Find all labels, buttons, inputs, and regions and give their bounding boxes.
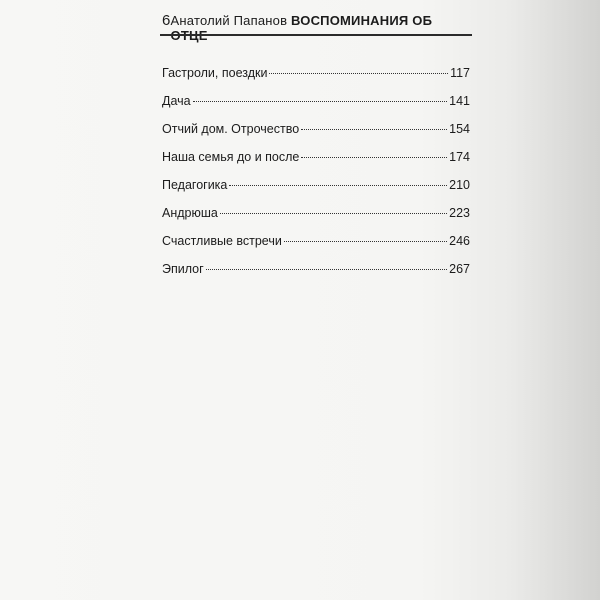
toc-entry-page: 154	[449, 122, 470, 136]
author-name: Анатолий Папанов	[170, 13, 288, 28]
toc-entry-title: Дача	[162, 94, 191, 108]
toc-entry-title: Эпилог	[162, 262, 204, 276]
toc-entry-page: 141	[449, 94, 470, 108]
book-title: ВОСПОМИНАНИЯ ОБ	[291, 13, 433, 28]
dot-leader	[284, 241, 447, 242]
dot-leader	[220, 213, 447, 214]
toc-entry	[162, 66, 470, 94]
toc-entry	[162, 94, 470, 122]
toc-entry	[162, 234, 470, 262]
running-header	[162, 12, 470, 43]
toc-entry-title: Наша семья до и после	[162, 150, 300, 164]
toc-entry	[162, 122, 470, 150]
table-of-contents	[162, 66, 470, 290]
dot-leader	[193, 101, 448, 102]
toc-entry-title: Гастроли, поездки	[162, 66, 268, 80]
toc-entry-page: 246	[449, 234, 470, 248]
toc-entry-title: Счастливые встречи	[162, 234, 282, 248]
toc-entry-page: 117	[450, 66, 470, 80]
toc-entry	[162, 178, 470, 206]
toc-entry	[162, 262, 470, 290]
toc-entry-title: Андрюша	[162, 206, 218, 220]
toc-entry-title: Педагогика	[162, 178, 228, 192]
toc-entry-page: 223	[449, 206, 470, 220]
header-rule	[160, 34, 472, 36]
page-number: 6	[162, 12, 171, 29]
toc-entry	[162, 150, 470, 178]
dot-leader	[206, 269, 447, 270]
dot-leader	[269, 73, 448, 74]
toc-entry-page: 267	[449, 262, 470, 276]
dot-leader	[301, 157, 447, 158]
toc-entry-title: Отчий дом. Отрочество	[162, 122, 300, 136]
toc-entry	[162, 206, 470, 234]
running-title	[171, 13, 470, 43]
dot-leader	[229, 185, 447, 186]
toc-entry-page: 210	[449, 178, 470, 192]
dot-leader	[301, 129, 447, 130]
toc-entry-page: 174	[449, 150, 470, 164]
